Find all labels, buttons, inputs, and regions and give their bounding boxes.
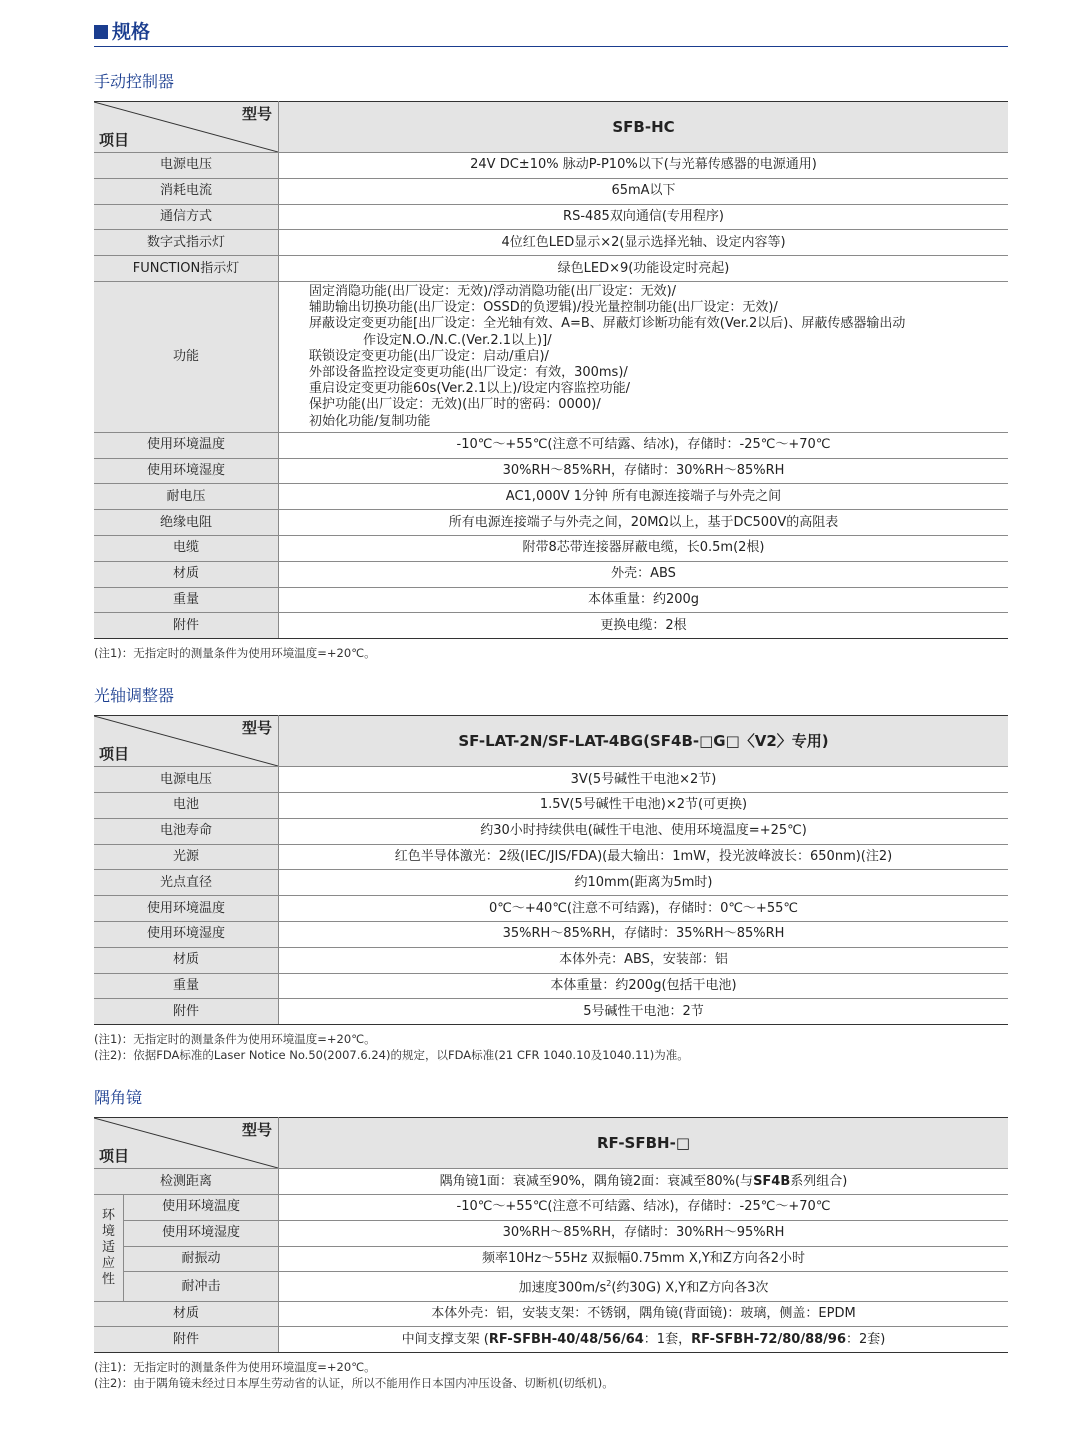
function-line: 初始化功能/复制功能	[309, 413, 431, 429]
row-label: 数字式指示灯	[94, 230, 279, 256]
row-value: 本体外壳：ABS，安装部：铝	[279, 947, 1009, 973]
row-label: 重量	[94, 973, 279, 999]
row-value: 加速度$300m/s^2$(约30G) X,Y和Z方向各3次	[279, 1272, 1009, 1301]
table-row	[94, 767, 1008, 793]
table-row	[94, 230, 1008, 256]
row-value: 红色半导体激光：2级(IEC/JIS/FDA)(最大输出：1mW，投光波峰波长：650nm)(注2)	[279, 844, 1009, 870]
note-line: (注2)：由于隅角镜未经过日本厚生劳动省的认证，所以不能用作日本国内冲压设备、切断机(切纸机)。	[94, 1376, 614, 1391]
table-row	[94, 178, 1008, 204]
header-item-label: 项目	[99, 1147, 130, 1166]
row-label: FUNCTION指示灯	[94, 256, 279, 282]
header-model-label: 型号	[241, 105, 272, 123]
page-title: 规格	[94, 18, 1008, 46]
function-line: 辅助输出切换功能(出厂设定：OSSD的负逻辑)/投光量控制功能(出厂设定：无效)/	[309, 300, 778, 316]
spec-table-manual-controller	[94, 101, 1008, 639]
row-label: 通信方式	[94, 204, 279, 230]
row-value: 24V DC±10% 脉动P-P10%以下(与光幕传感器的电源通用)	[279, 153, 1009, 179]
section-title-corner-mirror: 隅角镜	[94, 1088, 143, 1108]
table-row	[94, 587, 1008, 613]
row-value: 隅角镜1面：衰减至90%，隅角镜2面：衰减至80%(与SF4B系列组合)	[279, 1169, 1009, 1195]
function-line: 外部设备监控设定变更功能(出厂设定：有效，300ms)/	[309, 365, 628, 380]
table-row	[94, 1220, 1008, 1246]
table-row	[94, 973, 1008, 999]
row-label: 材质	[94, 1301, 279, 1327]
row-value: 5号碱性干电池：2节	[279, 999, 1009, 1025]
row-value: 65mA以下	[279, 178, 1009, 204]
row-value: 本体外壳：铝，安装支架：不锈钢，隅角镜(背面镜)：玻璃，侧盖：EPDM	[279, 1301, 1009, 1327]
spec-table-beam-adjuster	[94, 715, 1008, 1025]
table-row	[94, 947, 1008, 973]
header-item-label: 项目	[99, 131, 130, 149]
row-label: 耐冲击	[124, 1272, 279, 1301]
table-row	[94, 1246, 1008, 1272]
section-title-manual-controller: 手动控制器	[94, 72, 175, 91]
row-label: 使用环境温度	[124, 1194, 279, 1220]
row-label: 电池	[94, 792, 279, 818]
row-label: 电池寿命	[94, 818, 279, 844]
row-label: 耐振动	[124, 1246, 279, 1272]
row-label: 消耗电流	[94, 178, 279, 204]
table-row-function	[94, 281, 1008, 432]
row-label: 使用环境湿度	[94, 458, 279, 484]
function-line: 屏蔽设定变更功能[出厂设定：全光轴有效、A=B、屏蔽灯诊断功能有效(Ver.2以后)、屏蔽传感器输出动	[309, 316, 906, 332]
row-value: 0℃～+40℃(注意不可结露)，存储时：0℃～+55℃	[279, 896, 1009, 922]
function-line: 固定消隐功能(出厂设定：无效)/浮动消隐功能(出厂设定：无效)/	[309, 283, 677, 299]
row-label: 电源电压	[94, 767, 279, 793]
notes	[94, 1031, 1008, 1063]
row-label: 耐电压	[94, 484, 279, 510]
row-value: 频率10Hz～55Hz 双振幅0.75mm X,Y和Z方向各2小时	[279, 1246, 1009, 1272]
row-value: 35%RH～85%RH，存储时：35%RH～85%RH	[279, 921, 1009, 947]
table-row	[94, 999, 1008, 1025]
row-label: 材质	[94, 947, 279, 973]
notes	[94, 1359, 1008, 1391]
row-label: 材质	[94, 561, 279, 587]
row-value: 30%RH～85%RH，存储时：30%RH～85%RH	[279, 458, 1009, 484]
row-value: 约30小时持续供电(碱性干电池、使用环境温度=+25℃)	[279, 818, 1009, 844]
row-value: 本体重量：约200g(包括干电池)	[279, 973, 1009, 999]
header-item-label: 项目	[99, 745, 130, 764]
note-line: (注1)：无指定时的测量条件为使用环境温度=+20℃。	[94, 646, 376, 661]
row-value: 更换电缆：2根	[279, 613, 1009, 639]
table-row	[94, 870, 1008, 896]
function-line: 联锁设定变更功能(出厂设定：启动/重启)/	[309, 348, 549, 364]
table-row	[94, 1194, 1008, 1220]
row-label: 电缆	[94, 536, 279, 562]
spec-table-corner-mirror	[94, 1117, 1008, 1353]
section-title-beam-adjuster: 光轴调整器	[94, 686, 175, 706]
row-label: 附件	[94, 999, 279, 1025]
model-name: SFB-HC	[279, 102, 1009, 153]
row-label: 使用环境温度	[94, 432, 279, 458]
row-value: 3V(5号碱性干电池×2节)	[279, 767, 1009, 793]
table-row	[94, 510, 1008, 536]
header-model-label: 型号	[241, 1121, 272, 1140]
table-row	[94, 1169, 1008, 1195]
note-line: (注1)：无指定时的测量条件为使用环境温度=+20℃。	[94, 1032, 376, 1047]
row-value: 附带8芯带连接器屏蔽电缆，长0.5m(2根)	[279, 536, 1009, 562]
row-value: 4位红色LED显示×2(显示选择光轴、设定内容等)	[279, 230, 1009, 256]
note-line: (注1)：无指定时的测量条件为使用环境温度=+20℃。	[94, 1360, 376, 1375]
square-bullet-icon	[94, 25, 108, 39]
row-value: -10℃～+55℃(注意不可结露、结冰)，存储时：-25℃～+70℃	[279, 1194, 1009, 1220]
title-divider	[94, 46, 1008, 47]
table-row	[94, 1272, 1008, 1301]
table-row	[94, 844, 1008, 870]
note-line: (注2)：依据FDA标准的Laser Notice No.50(2007.6.24)的规定，以FDA标准(21 CFR 1040.10及1040.11)为准。	[94, 1048, 689, 1063]
row-label: 光点直径	[94, 870, 279, 896]
row-value: -10℃～+55℃(注意不可结露、结冰)，存储时：-25℃～+70℃	[279, 432, 1009, 458]
table-row	[94, 432, 1008, 458]
row-value: 中间支撑支架 (RF-SFBH-40/48/56/64：1套，RF-SFBH-72/80/88/96：2套)	[279, 1327, 1009, 1353]
row-label: 附件	[94, 613, 279, 639]
table-row	[94, 153, 1008, 179]
table-row	[94, 792, 1008, 818]
table-row	[94, 256, 1008, 282]
function-line: 保护功能(出厂设定：无效)(出厂时的密码：0000)/	[309, 397, 601, 413]
table-header-corner	[94, 716, 279, 767]
table-row	[94, 484, 1008, 510]
row-value: 外壳：ABS	[279, 561, 1009, 587]
row-label: 功能	[94, 281, 279, 432]
model-name: SF-LAT-2N/SF-LAT-4BG(SF4B-□G□〈V2〉专用)	[279, 716, 1009, 767]
function-list	[279, 281, 1009, 432]
row-value: 本体重量：约200g	[279, 587, 1009, 613]
row-label: 重量	[94, 587, 279, 613]
group-label-environment: 环 境 适 应 性	[94, 1194, 124, 1301]
table-row	[94, 1301, 1008, 1327]
model-name: RF-SFBH-□	[279, 1118, 1009, 1169]
header-model-label: 型号	[241, 719, 272, 738]
row-label: 使用环境温度	[94, 896, 279, 922]
row-label: 使用环境湿度	[94, 921, 279, 947]
table-row	[94, 613, 1008, 639]
table-row	[94, 204, 1008, 230]
row-label: 附件	[94, 1327, 279, 1353]
table-row	[94, 818, 1008, 844]
row-value: 所有电源连接端子与外壳之间，20MΩ以上，基于DC500V的高阻表	[279, 510, 1009, 536]
table-header-corner	[94, 1118, 279, 1169]
row-value: RS-485双向通信(专用程序)	[279, 204, 1009, 230]
table-row	[94, 458, 1008, 484]
row-value: 约10mm(距离为5m时)	[279, 870, 1009, 896]
row-label: 使用环境湿度	[124, 1220, 279, 1246]
function-line: 重启设定变更功能60s(Ver.2.1以上)/设定内容监控功能/	[309, 381, 631, 397]
table-row	[94, 1327, 1008, 1353]
row-value: 绿色LED×9(功能设定时亮起)	[279, 256, 1009, 282]
notes	[94, 645, 1008, 661]
table-row	[94, 536, 1008, 562]
row-value: AC1,000V 1分钟 所有电源连接端子与外壳之间	[279, 484, 1009, 510]
row-label: 绝缘电阻	[94, 510, 279, 536]
table-row	[94, 921, 1008, 947]
table-row	[94, 561, 1008, 587]
table-header-corner	[94, 102, 279, 153]
row-label: 光源	[94, 844, 279, 870]
spec-page	[94, 18, 1008, 1391]
table-row	[94, 896, 1008, 922]
row-value: 30%RH～85%RH，存储时：30%RH～95%RH	[279, 1220, 1009, 1246]
row-label: 电源电压	[94, 153, 279, 179]
row-value: 1.5V(5号碱性干电池)×2节(可更换)	[279, 792, 1009, 818]
row-label: 检测距离	[94, 1169, 279, 1195]
function-line: 作设定N.O./N.C.(Ver.2.1以上)]/	[363, 332, 552, 348]
